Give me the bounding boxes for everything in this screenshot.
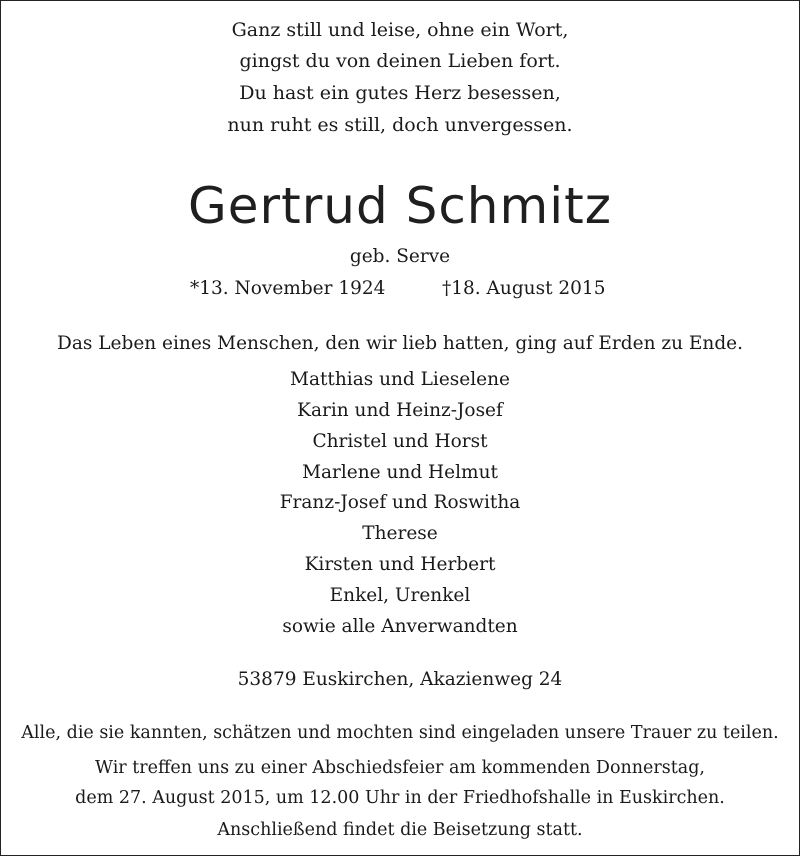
ceremony-line: Wir treffen uns zu einer Abschiedsfeier am kommenden Donnerstag, [95, 758, 705, 778]
birth-date: *13. November 1924 [190, 278, 386, 299]
mourner-entry: Kirsten und Herbert [304, 554, 496, 575]
invitation-text: Alle, die sie kannten, schätzen und mochten sind eingeladen unsere Trauer zu teilen. [21, 723, 779, 743]
mourner-entry: Karin und Heinz-Josef [297, 400, 503, 421]
poem-line: gingst du von deinen Lieben fort. [239, 50, 561, 72]
poem-line: nun ruht es still, doch unvergessen. [227, 114, 573, 136]
poem-line: Du hast ein gutes Herz besessen, [239, 82, 561, 104]
mourner-entry: Enkel, Urenkel [329, 585, 471, 606]
mourner-entry: Therese [362, 523, 438, 544]
ceremony-line: dem 27. August 2015, um 12.00 Uhr in der Friedhofshalle in Euskirchen. [75, 788, 725, 808]
mourner-entry: Christel und Horst [312, 431, 488, 452]
deceased-name: Gertrud Schmitz [188, 177, 612, 235]
maiden-name: geb. Serve [349, 246, 451, 267]
mourner-entry: sowie alle Anverwandten [282, 616, 518, 637]
family-address: 53879 Euskirchen, Akazienweg 24 [237, 669, 563, 690]
mourner-entry: Matthias und Lieselene [290, 369, 510, 390]
death-date: †18. August 2015 [442, 278, 606, 299]
burial-text: Anschließend findet die Beisetzung statt. [217, 820, 583, 840]
poem-line: Ganz still und leise, ohne ein Wort, [231, 19, 569, 41]
intro-text: Das Leben eines Menschen, den wir lieb hatten, ging auf Erden zu Ende. [57, 333, 743, 354]
mourner-entry: Franz-Josef und Roswitha [279, 492, 521, 513]
mourner-entry: Marlene und Helmut [302, 462, 498, 483]
